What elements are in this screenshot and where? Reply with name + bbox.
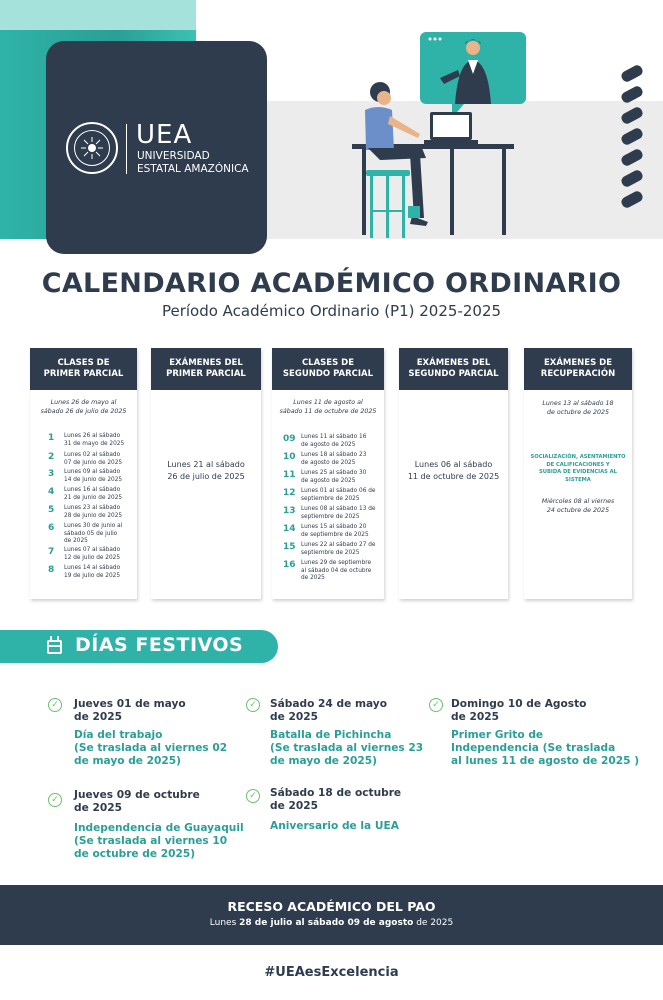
calendar-icon [47,640,62,654]
column-examenes-primer-parcial [151,348,261,599]
heading-line2: SEGUNDO PARCIAL [282,369,374,379]
heading-line1: EXÁMENES DEL [416,358,491,368]
column-heading [272,348,384,390]
heading-line2: RECUPERACIÓN [540,369,616,379]
week-item [283,542,375,557]
week-item [48,452,122,467]
online-class-illustration [340,30,540,240]
receso-dates [0,918,663,928]
logo-short-name: UEA [136,120,193,150]
date-range [524,399,632,417]
week-line1: Lunes 01 al sábado 06 de [301,488,376,494]
range2-line1: Miércoles 08 al viernes [541,498,615,505]
page-subtitle: Período Académico Ordinario (P1) 2025-2025 [161,302,502,320]
holiday-date-line2: de 2025 [74,802,122,814]
week-line3: de 2025 [301,575,325,581]
holiday-date-line2: de 2025 [451,711,499,723]
receso-pre: Lunes [209,918,237,928]
week-item [283,470,366,485]
holiday-date-line2: de 2025 [270,800,318,812]
week-line2: septiembre de 2025 [301,513,360,520]
holiday-item [270,698,423,768]
check-icon: ✓ [246,698,260,712]
holiday-date-line1: Domingo 10 de Agosto [451,698,587,710]
week-line1: Lunes 30 de junio al [64,523,123,529]
range-line2: sábado 26 de julio de 2025 [40,408,127,415]
week-line2: septiembre de 2025 [301,549,360,556]
note-line4: SISTEMA [565,476,591,483]
column-clases-segundo-parcial [272,348,384,599]
week-item [283,506,375,521]
week-number: 8 [48,565,55,575]
week-line1: Lunes 25 al sábado 30 [301,470,367,476]
holiday-item [270,787,401,833]
receso-post: de 2025 [416,918,454,928]
week-line2: 28 de junio de 2025 [64,512,123,519]
calendar-icon-ring [57,636,59,641]
holiday-date-line1: Jueves 01 de mayo [74,698,186,710]
heading-line1: EXÁMENES DE [543,358,613,368]
week-line2: sábado 05 de julio [64,530,118,537]
heading-line2: SEGUNDO PARCIAL [408,369,499,379]
holiday-desc-line3: de mayo de 2025) [270,755,377,767]
week-line2: de agosto de 2025 [301,459,356,466]
holiday-date-line2: de 2025 [270,711,318,723]
page-title: CALENDARIO ACADÉMICO ORDINARIO [41,268,622,299]
heading-line1: CLASES DE [301,358,355,368]
receso-title: RECESO ACADÉMICO DEL PAO [227,899,436,914]
holiday-desc-line2: Independencia (Se traslada [451,742,616,754]
week-line2: de agosto de 2025 [301,477,356,484]
week-line2: al sábado 04 de octubre [301,567,372,574]
exam-dates-line1: Lunes 21 al sábado [167,460,245,469]
week-number: 7 [48,547,55,557]
week-line1: Lunes 22 al sábado 27 de [301,542,376,548]
holiday-desc-line2: (Se traslada al viernes 23 [270,742,424,754]
week-line2: de agosto de 2025 [301,441,356,448]
week-line3: de 2025 [64,538,88,544]
column-heading [30,348,137,390]
check-icon: ✓ [246,789,260,803]
range-line1: Lunes 11 de agosto al [293,399,363,406]
range-line1: Lunes 13 al sábado 18 [542,400,614,407]
column-heading [399,348,508,390]
hashtag: #UEAesExcelencia [264,965,399,980]
week-number: 14 [283,524,296,534]
logo-name-line1: UNIVERSIDAD [137,150,210,162]
week-number: 09 [283,434,296,444]
week-item [283,560,371,583]
week-item [48,433,124,448]
week-item [48,487,122,502]
holiday-desc-line1: Independencia de Guayaquil [74,822,244,834]
date-range [30,398,137,416]
week-line1: Lunes 09 al sábado [64,469,121,475]
week-number: 15 [283,542,296,552]
holiday-date-line2: de 2025 [74,711,122,723]
logo-divider [126,124,127,174]
exam-dates-line2: 26 de julio de 2025 [167,472,245,481]
holiday-desc-line2: (Se traslada al viernes 10 [74,835,228,847]
column-heading [524,348,632,390]
holiday-desc-line1: Aniversario de la UEA [270,820,399,832]
holiday-desc-line2: (Se traslada al viernes 02 [74,742,228,754]
holiday-item [451,698,639,768]
week-line1: Lunes 11 al sábado 16 [301,434,367,440]
week-line2: 14 de junio de 2025 [64,476,123,483]
week-item [48,469,122,484]
header-light-strip [0,0,196,30]
week-item [48,505,122,520]
week-number: 6 [48,523,55,533]
week-line2: de septiembre de 2025 [301,531,369,538]
exam-dates [399,459,508,483]
holiday-desc-line3: de octubre de 2025) [74,848,196,860]
week-number: 3 [48,469,55,479]
note-line1: SOCIALIZACIÓN, ASENTAMIENTO [530,454,626,460]
week-line1: Lunes 15 al sábado 20 [301,524,367,530]
week-number: 16 [283,560,296,570]
heading-line1: CLASES DE [57,358,110,368]
date-range-2 [524,497,632,515]
week-item [48,565,120,580]
week-line1: Lunes 29 de septiembre [301,560,372,566]
recuperacion-note [524,454,632,484]
receso-bold-range: 28 de julio al sábado 09 de agosto [239,918,414,928]
heading-line1: EXÁMENES DEL [169,358,243,368]
holiday-desc-line3: de mayo de 2025) [74,755,181,767]
column-clases-primer-parcial [30,348,137,599]
range-line1: Lunes 26 de mayo al [50,399,117,406]
exam-dates [151,459,261,483]
week-line1: Lunes 02 al sábado [64,452,121,458]
week-number: 10 [283,452,296,462]
exam-dates-line2: 11 de octubre de 2025 [407,472,500,481]
week-line2: 31 de mayo de 2025 [64,440,125,447]
logo-name-line2: ESTATAL AMAZÓNICA [137,163,249,175]
holiday-date-line1: Sábado 24 de mayo [270,698,387,710]
column-examenes-segundo-parcial [399,348,508,599]
week-number: 12 [283,488,296,498]
holiday-desc-line3: al lunes 11 de agosto de 2025 ) [451,755,640,767]
week-item [48,547,120,562]
holiday-item [74,698,227,768]
note-line2: DE CALIFICACIONES Y [546,461,610,468]
week-line2: 19 de julio de 2025 [64,572,121,579]
week-item [283,488,375,503]
heading-line2: PRIMER PARCIAL [166,369,246,379]
holiday-date-line1: Sábado 18 de octubre [270,787,402,799]
week-number: 13 [283,506,296,516]
range-line2: sábado 11 de octubre de 2025 [279,408,377,415]
week-item [283,524,369,539]
week-number: 5 [48,505,55,515]
check-icon: ✓ [429,698,443,712]
week-line1: Lunes 18 al sábado 23 [301,452,367,458]
holiday-desc-line1: Batalla de Pichincha [270,729,392,741]
holiday-desc-line1: Día del trabajo [74,729,163,741]
check-icon: ✓ [48,793,62,807]
column-heading [151,348,261,390]
week-line1: Lunes 23 al sábado [64,505,121,511]
range-line2: de octubre de 2025 [546,409,609,416]
week-number: 2 [48,452,55,462]
week-line2: 21 de junio de 2025 [64,494,123,501]
week-number: 11 [283,470,296,480]
week-line1: Lunes 16 al sábado [64,487,121,493]
date-range [272,398,384,416]
range2-line2: 24 octubre de 2025 [546,507,610,514]
receso-banner [0,885,663,945]
week-item [283,434,366,449]
holiday-desc-line1: Primer Grito de [451,729,544,741]
week-number: 1 [48,433,55,443]
week-line1: Lunes 08 al sábado 13 de [301,506,376,512]
week-item [283,452,366,467]
week-line1: Lunes 14 al sábado [64,565,121,571]
festivos-title: DÍAS FESTIVOS [75,634,244,656]
week-line2: 12 de julio de 2025 [64,554,121,561]
exam-dates-line1: Lunes 06 al sábado [414,460,493,469]
column-examenes-recuperacion [524,348,632,599]
seal-sun-icon [80,136,104,160]
calendar-icon-ring [50,636,52,641]
note-line3: SUBIDA DE EVIDENCIAS AL [539,469,617,475]
calendar-icon-line [47,645,62,647]
week-line1: Lunes 07 al sábado [64,547,121,553]
holiday-date-line1: Jueves 09 de octubre [74,789,200,801]
holiday-item [74,789,244,861]
week-line2: 07 de junio de 2025 [64,459,123,466]
coil-ring [620,63,645,83]
check-icon: ✓ [48,698,62,712]
week-line2: septiembre de 2025 [301,495,360,502]
week-number: 4 [48,487,55,497]
week-line1: Lunes 26 al sábado [64,433,121,439]
heading-line2: PRIMER PARCIAL [43,369,124,379]
week-item [48,523,122,546]
